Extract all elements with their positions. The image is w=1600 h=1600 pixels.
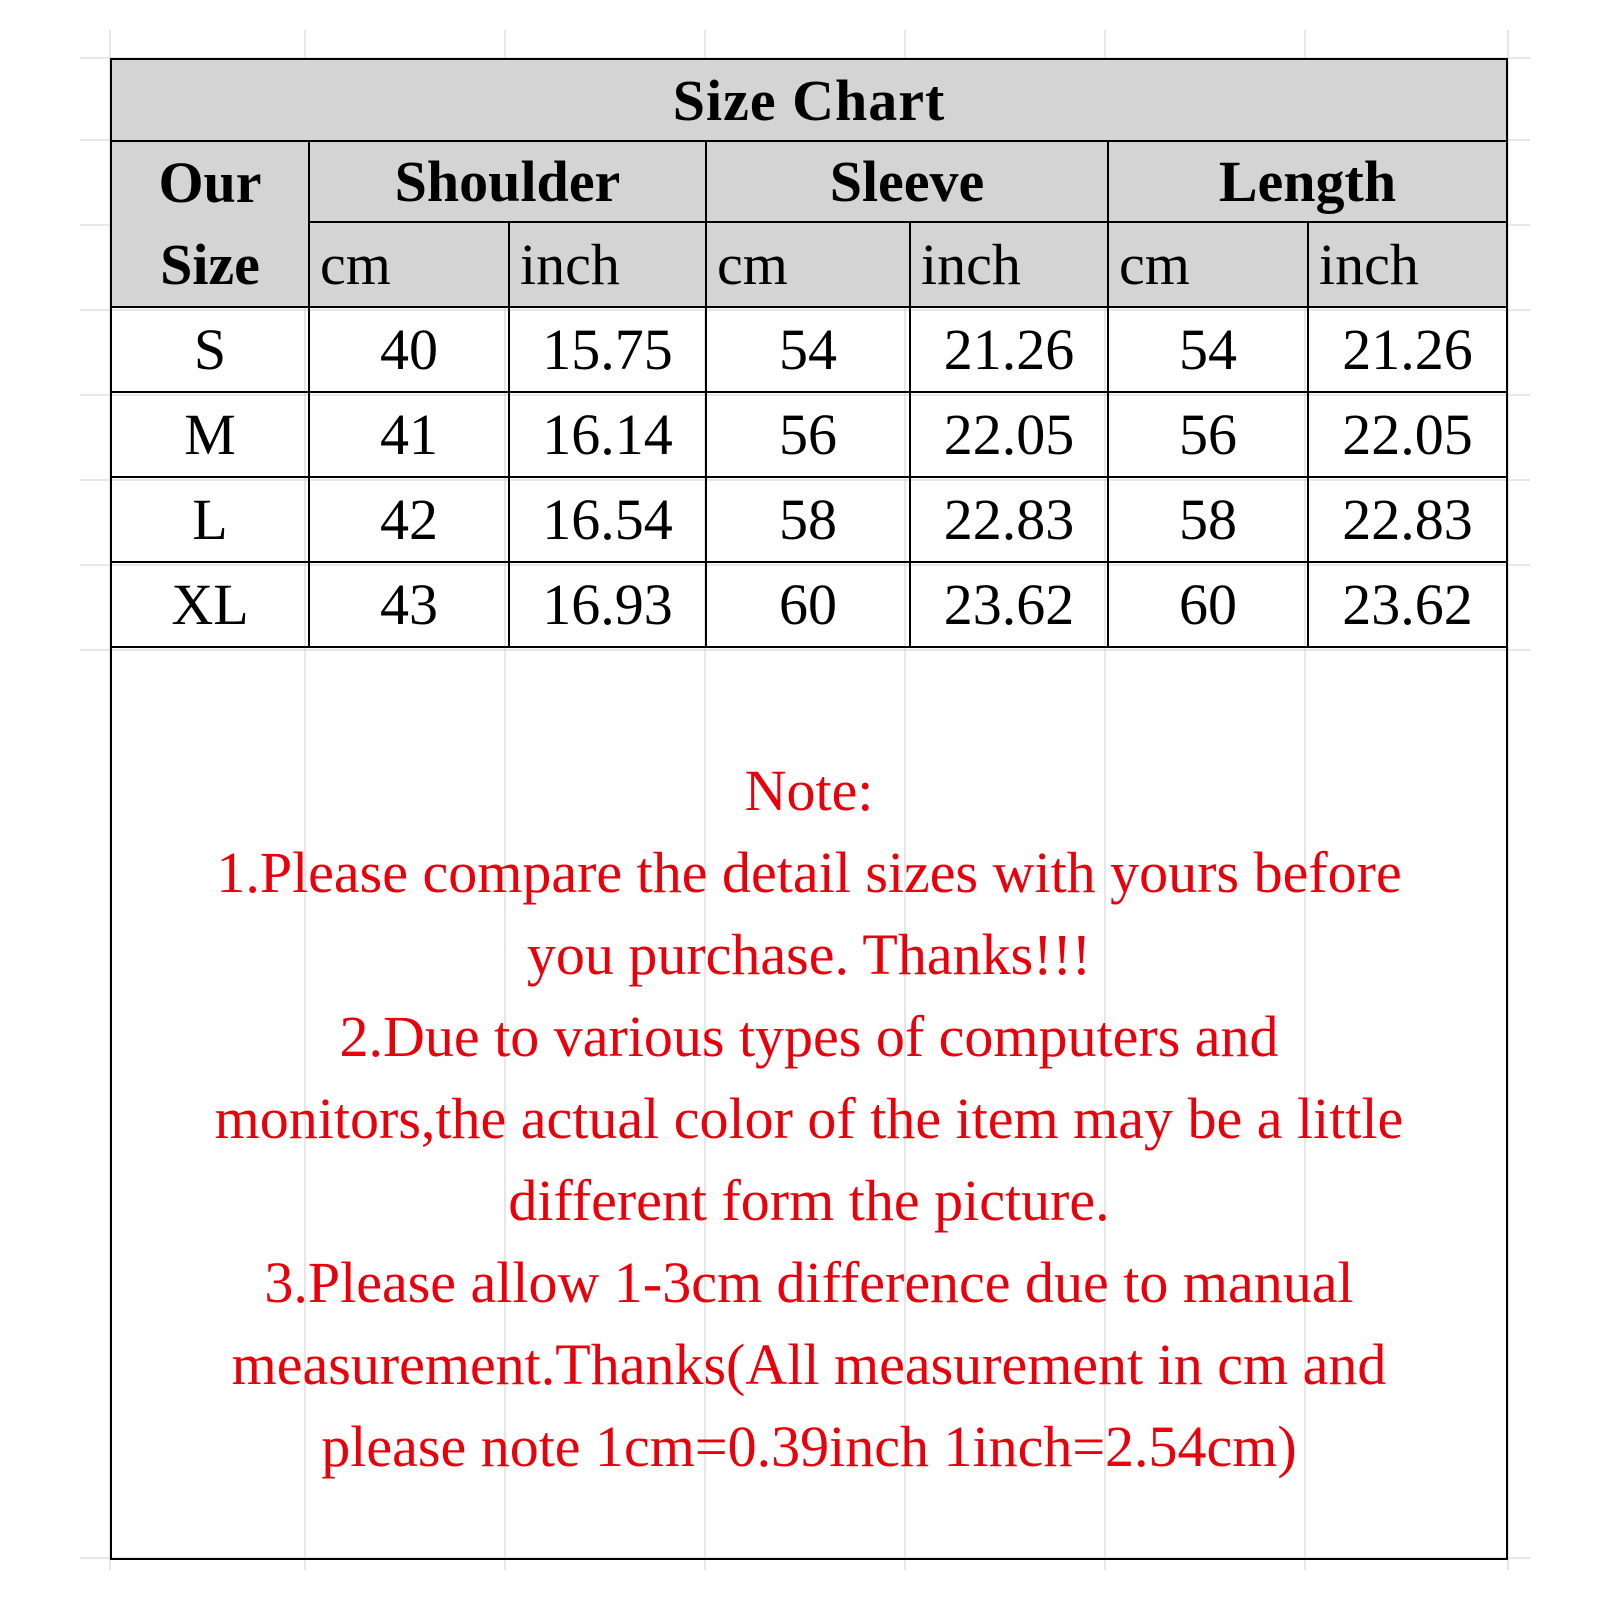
size-chart-title: Size Chart bbox=[112, 60, 1506, 141]
unit-header: cm bbox=[309, 222, 509, 307]
note-line: 2.Due to various types of computers and bbox=[339, 1004, 1279, 1069]
table-row bbox=[112, 562, 1506, 647]
note-line: monitors,the actual color of the item may be a little bbox=[214, 1086, 1404, 1151]
size-note bbox=[112, 750, 1506, 1488]
table-cell: 22.83 bbox=[910, 477, 1108, 562]
table-cell: 56 bbox=[1108, 392, 1308, 477]
unit-header: inch bbox=[910, 222, 1108, 307]
table-cell: 54 bbox=[706, 307, 910, 392]
note-line: measurement.Thanks(All measurement in cm and bbox=[231, 1332, 1387, 1397]
note-heading: Note: bbox=[744, 758, 874, 823]
table-cell: 23.62 bbox=[910, 562, 1108, 647]
note-line: 1.Please compare the detail sizes with yours before bbox=[216, 840, 1402, 905]
size-label: S bbox=[112, 307, 309, 392]
table-cell: 41 bbox=[309, 392, 509, 477]
table-cell: 56 bbox=[706, 392, 910, 477]
table-cell: 16.14 bbox=[509, 392, 706, 477]
table-cell: 60 bbox=[1108, 562, 1308, 647]
table-row bbox=[112, 477, 1506, 562]
size-label: M bbox=[112, 392, 309, 477]
table-cell: 60 bbox=[706, 562, 910, 647]
table-cell: 22.05 bbox=[1308, 392, 1506, 477]
unit-header: inch bbox=[509, 222, 706, 307]
note-line: different form the picture. bbox=[508, 1168, 1110, 1233]
table-cell: 58 bbox=[706, 477, 910, 562]
table-cell: 22.05 bbox=[910, 392, 1108, 477]
table-cell: 16.54 bbox=[509, 477, 706, 562]
length-header: Length bbox=[1108, 141, 1506, 222]
unit-header: inch bbox=[1308, 222, 1506, 307]
table-cell: 58 bbox=[1108, 477, 1308, 562]
unit-header: cm bbox=[1108, 222, 1308, 307]
note-line: please note 1cm=0.39inch 1inch=2.54cm) bbox=[321, 1414, 1297, 1479]
size-chart-table bbox=[112, 60, 1506, 648]
table-cell: 15.75 bbox=[509, 307, 706, 392]
table-cell: 22.83 bbox=[1308, 477, 1506, 562]
note-line: 3.Please allow 1-3cm difference due to manual bbox=[264, 1250, 1354, 1315]
table-cell: 42 bbox=[309, 477, 509, 562]
size-chart-sheet bbox=[110, 58, 1508, 1560]
shoulder-header: Shoulder bbox=[309, 141, 706, 222]
table-cell: 43 bbox=[309, 562, 509, 647]
our-size-header: Our Size bbox=[112, 141, 309, 307]
table-cell: 21.26 bbox=[910, 307, 1108, 392]
size-label: L bbox=[112, 477, 309, 562]
sleeve-header: Sleeve bbox=[706, 141, 1108, 222]
size-label: XL bbox=[112, 562, 309, 647]
note-line: you purchase. Thanks!!! bbox=[526, 922, 1092, 987]
table-row bbox=[112, 307, 1506, 392]
unit-header: cm bbox=[706, 222, 910, 307]
table-cell: 23.62 bbox=[1308, 562, 1506, 647]
table-cell: 54 bbox=[1108, 307, 1308, 392]
table-row bbox=[112, 392, 1506, 477]
table-cell: 16.93 bbox=[509, 562, 706, 647]
table-cell: 40 bbox=[309, 307, 509, 392]
table-cell: 21.26 bbox=[1308, 307, 1506, 392]
